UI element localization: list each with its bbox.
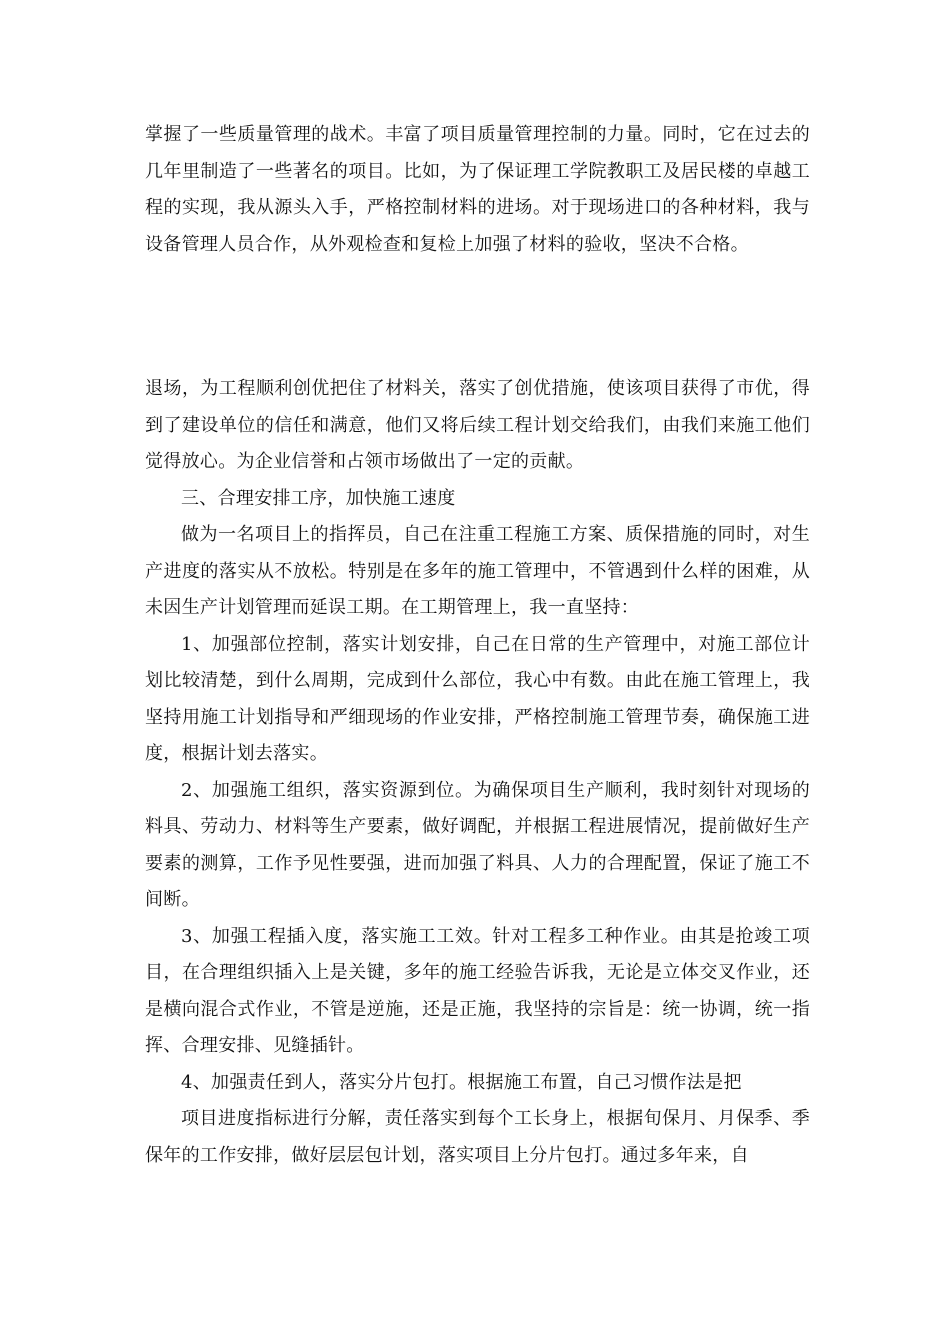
text-block-main	[145, 371, 810, 1174]
paragraph: 1、加强部位控制，落实计划安排，自己在日常的生产管理中，对施工部位计划比较清楚，到什么周期，完成到什么部位，我心中有数。由此在施工管理上，我坚持用施工计划指导和严细现场的作业安排，严格控制施工管理节奏，确保施工进度，根据计划去落实。	[145, 633, 810, 764]
paragraph: 项目进度指标进行分解，责任落实到每个工长身上，根据旬保月、月保季、季保年的工作安排，做好层层包计划，落实项目上分片包打。通过多年来，自	[145, 1108, 810, 1166]
paragraph: 退场，为工程顺利创优把住了材料关，落实了创优措施，使该项目获得了市优，得到了建设单位的信任和满意，他们又将后续工程计划交给我们，由我们来施工他们觉得放心。为企业信誉和占领市场做出了一定的贡献。	[145, 378, 810, 472]
paragraph: 2、加强施工组织，落实资源到位。为确保项目生产顺利，我时刻针对现场的料具、劳动力、材料等生产要素，做好调配，并根据工程进展情况，提前做好生产要素的测算，工作予见性要强，进而加强了料具、人力的合理配置，保证了施工不间断。	[145, 779, 810, 910]
section-heading: 三、合理安排工序，加快施工速度	[181, 487, 456, 509]
paragraph: 做为一名项目上的指挥员，自己在注重工程施工方案、质保措施的同时，对生产进度的落实从不放松。特别是在多年的施工管理中，不管遇到什么样的困难，从未因生产计划管理而延误工期。在工期管理上，我一直坚持：	[145, 524, 810, 618]
paragraph: 3、加强工程插入度，落实施工工效。针对工程多工种作业。由其是抢竣工项目，在合理组织插入上是关键，多年的施工经验告诉我，无论是立体交叉作业，还是横向混合式作业，不管是逆施，还是正施，我坚持的宗旨是：统一协调，统一指挥、合理安排、见缝插针。	[145, 925, 810, 1056]
paragraph: 掌握了一些质量管理的战术。丰富了项目质量管理控制的力量。同时，它在过去的几年里制造了一些著名的项目。比如，为了保证理工学院教职工及居民楼的卓越工程的实现，我从源头入手，严格控制材料的进场。对于现场进口的各种材料，我与设备管理人员合作，从外观检查和复检上加强了材料的验收，坚决不合格。	[145, 124, 810, 255]
paragraph: 4、加强责任到人，落实分片包打。根据施工布置，自己习惯作法是把	[181, 1071, 742, 1093]
text-block-top	[145, 117, 810, 263]
